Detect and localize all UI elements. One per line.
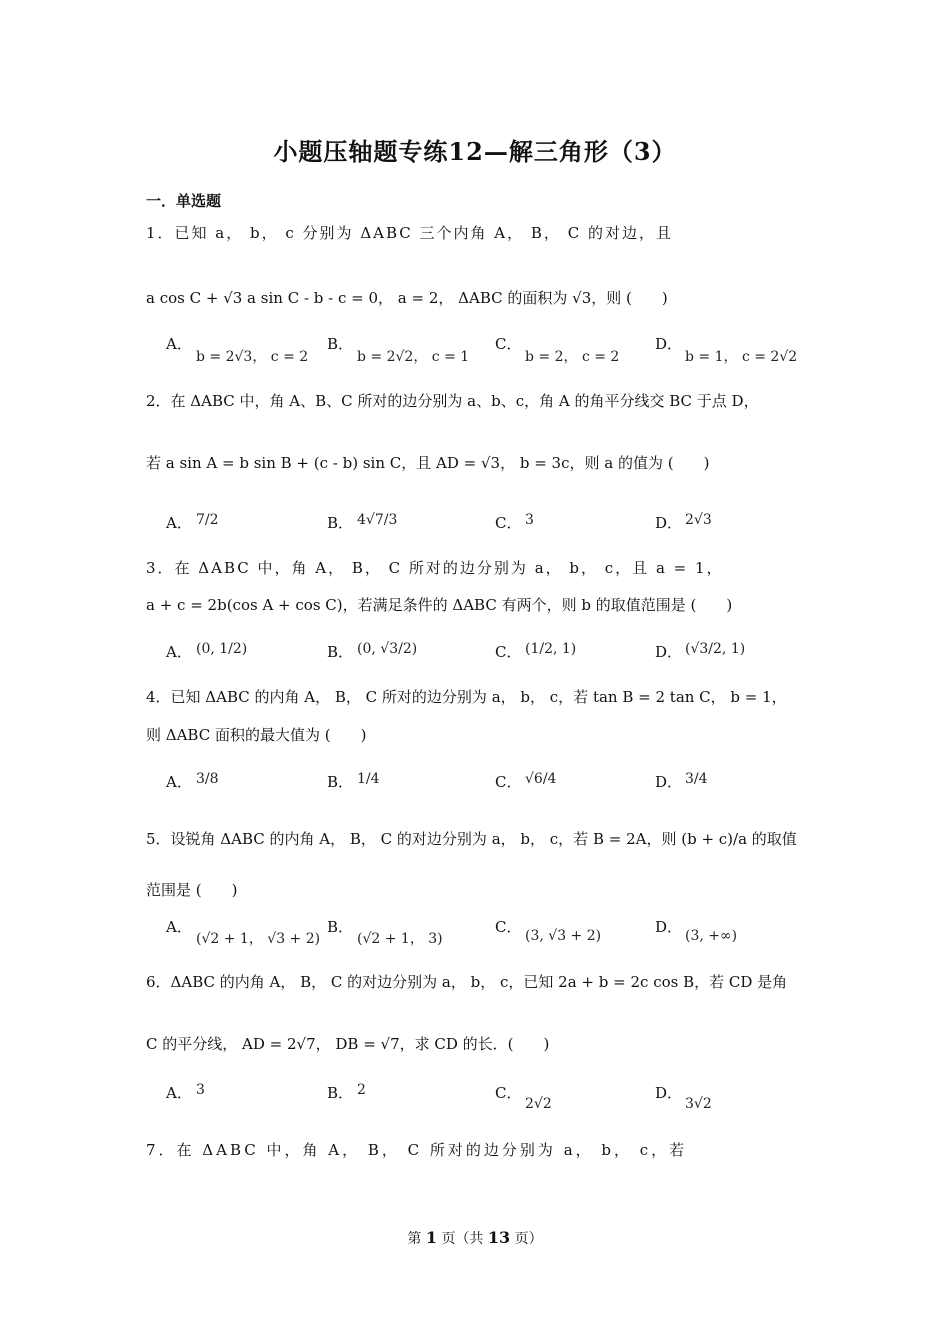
footer-total-pages: 13: [487, 1228, 511, 1247]
question-1-line-1: 1．已知 a， b， c 分别为 ΔABC 三个内角 A， B， C 的对边，且: [146, 224, 673, 242]
q4-option-d-value: 3/4: [685, 771, 708, 787]
question-4-line-1: 4．已知 ΔABC 的内角 A， B， C 所对的边分别为 a， b， c，若 tan B = 2 tan C， b = 1，: [146, 688, 787, 706]
q3-option-b-value: (0, √3/2): [357, 641, 418, 657]
q2-option-c-value: 3: [525, 512, 534, 528]
q2-option-b-label: B．: [327, 514, 354, 532]
q1-option-d-value: b = 1， c = 2√2: [685, 349, 798, 365]
q6-option-c-value: 2√2: [525, 1096, 552, 1112]
q2-option-c-label: C．: [495, 514, 522, 532]
page-title: 小题压轴题专练12—解三角形（3）: [273, 137, 677, 166]
question-3-line-1: 3．在 ΔABC 中，角 A， B， C 所对的边分别为 a， b， c，且 a = 1，: [146, 559, 724, 577]
q3-option-b-label: B．: [327, 643, 354, 661]
q1-option-c-label: C．: [495, 335, 522, 353]
page-footer: [0, 1228, 950, 1248]
q3-option-c-label: C．: [495, 643, 522, 661]
question-5-line-1: 5．设锐角 ΔABC 的内角 A， B， C 的对边分别为 a， b， c，若 B = 2A，则 (b + c)/a 的取值: [146, 830, 797, 848]
question-6-line-2: C 的平分线， AD = 2√7， DB = √7，求 CD 的长．( ): [146, 1035, 550, 1053]
q3-option-a-label: A．: [166, 643, 192, 661]
q5-option-d-label: D．: [655, 918, 683, 936]
q6-option-c-label: C．: [495, 1084, 522, 1102]
q2-option-b-value: 4√7/3: [357, 512, 398, 528]
q1-option-a-value: b = 2√3， c = 2: [196, 349, 309, 365]
question-6-line-1: 6．ΔABC 的内角 A， B， C 的对边分别为 a， b， c，已知 2a + b = 2c cos B，若 CD 是角: [146, 973, 788, 991]
q4-option-a-value: 3/8: [196, 771, 219, 787]
q5-option-a-value: (√2 + 1， √3 + 2): [196, 931, 321, 947]
q4-option-c-value: √6/4: [525, 771, 557, 787]
q2-option-a-label: A．: [166, 514, 192, 532]
question-1-line-2: a cos C + √3 a sin C - b - c = 0， a = 2， ΔABC 的面积为 √3，则 ( ): [146, 289, 668, 307]
q6-option-b-label: B．: [327, 1084, 354, 1102]
question-5-line-2: 范围是 ( ): [146, 881, 238, 899]
q1-option-a-label: A．: [166, 335, 192, 353]
q5-option-c-value: (3, √3 + 2): [525, 928, 602, 944]
q6-option-a-value: 3: [196, 1082, 205, 1098]
question-3-line-2: a + c = 2b(cos A + cos C)，若满足条件的 ΔABC 有两个，则 b 的取值范围是 ( ): [146, 596, 733, 614]
q6-option-a-label: A．: [166, 1084, 192, 1102]
q1-option-b-label: B．: [327, 335, 354, 353]
q4-option-b-label: B．: [327, 773, 354, 791]
q3-option-a-value: (0, 1/2): [196, 641, 248, 657]
footer-suffix: 页）: [514, 1231, 543, 1247]
q2-option-a-value: 7/2: [196, 512, 219, 528]
question-7-line-1: 7．在 ΔABC 中，角 A， B， C 所对的边分别为 a， b， c，若: [146, 1141, 688, 1159]
q1-option-d-label: D．: [655, 335, 683, 353]
q6-option-d-label: D．: [655, 1084, 683, 1102]
q2-option-d-label: D．: [655, 514, 683, 532]
q5-option-b-value: (√2 + 1， 3): [357, 931, 443, 947]
q5-option-a-label: A．: [166, 918, 192, 936]
q4-option-a-label: A．: [166, 773, 192, 791]
q1-option-b-value: b = 2√2， c = 1: [357, 349, 470, 365]
q4-option-d-label: D．: [655, 773, 683, 791]
q4-option-c-label: C．: [495, 773, 522, 791]
q5-option-b-label: B．: [327, 918, 354, 936]
q5-option-d-value: (3, +∞): [685, 928, 738, 944]
footer-prefix: 第: [407, 1231, 422, 1247]
q5-option-c-label: C．: [495, 918, 522, 936]
footer-middle: 页（共: [441, 1231, 484, 1247]
footer-page-number: 1: [425, 1228, 437, 1247]
q3-option-c-value: (1/2, 1): [525, 641, 577, 657]
q4-option-b-value: 1/4: [357, 771, 380, 787]
q6-option-d-value: 3√2: [685, 1096, 712, 1112]
q3-option-d-label: D．: [655, 643, 683, 661]
question-2-line-2: 若 a sin A = b sin B + (c - b) sin C，且 AD = √3， b = 3c，则 a 的值为 ( ): [146, 454, 710, 472]
q6-option-b-value: 2: [357, 1082, 366, 1098]
q1-option-c-value: b = 2， c = 2: [525, 349, 620, 365]
q2-option-d-value: 2√3: [685, 512, 712, 528]
question-2-line-1: 2．在 ΔABC 中，角 A、B、C 所对的边分别为 a、b、c，角 A 的角平分线交 BC 于点 D，: [146, 392, 759, 410]
q3-option-d-value: (√3/2, 1): [685, 641, 746, 657]
section-heading: 一．单选题: [146, 192, 222, 210]
question-4-line-2: 则 ΔABC 面积的最大值为 ( ): [146, 726, 367, 744]
